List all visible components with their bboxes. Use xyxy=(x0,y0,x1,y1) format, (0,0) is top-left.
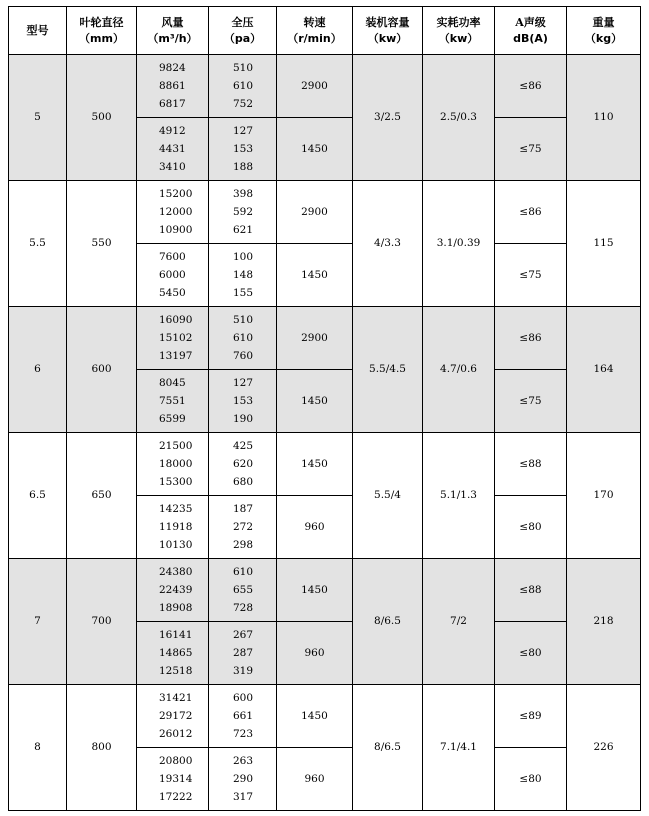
pressure-cell xyxy=(209,496,277,559)
flow-cell-value: 29172 xyxy=(159,710,193,722)
pressure-cell xyxy=(209,55,277,118)
flow-cell-value: 7600 xyxy=(159,251,186,263)
table-row xyxy=(9,55,641,118)
header-capacity-unit: （kw） xyxy=(367,31,408,45)
pressure-cell-value: 190 xyxy=(233,413,254,425)
pressure-cell-value: 127 xyxy=(233,377,254,389)
header-noise xyxy=(495,7,567,55)
diameter-cell: 500 xyxy=(67,55,137,181)
power-cell: 5.1/1.3 xyxy=(423,433,495,559)
flow-cell-value: 4431 xyxy=(159,143,186,155)
flow-cell-value: 16090 xyxy=(159,314,193,326)
speed-cell: 2900 xyxy=(277,181,353,244)
header-diameter-label: 叶轮直径 xyxy=(79,15,124,29)
pressure-cell-value: 610 xyxy=(233,80,254,92)
header-noise-label: A声级 xyxy=(515,15,546,29)
pressure-cell-value: 620 xyxy=(233,458,254,470)
pressure-cell-value: 592 xyxy=(233,206,254,218)
header-capacity xyxy=(353,7,423,55)
capacity-cell: 5.5/4 xyxy=(353,433,423,559)
flow-cell-value: 6000 xyxy=(159,269,186,281)
weight-cell: 164 xyxy=(567,307,641,433)
pressure-cell-value: 155 xyxy=(233,287,254,299)
flow-cell-value: 14865 xyxy=(159,647,193,659)
model-cell: 8 xyxy=(9,685,67,811)
header-speed-label: 转速 xyxy=(303,15,326,29)
flow-cell xyxy=(137,370,209,433)
noise-cell: ≤80 xyxy=(495,496,567,559)
diameter-cell: 600 xyxy=(67,307,137,433)
pressure-cell-value: 680 xyxy=(233,476,254,488)
flow-cell-value: 4912 xyxy=(159,125,186,137)
speed-cell: 960 xyxy=(277,748,353,811)
model-cell: 5 xyxy=(9,55,67,181)
header-speed xyxy=(277,7,353,55)
flow-cell-value: 10130 xyxy=(159,539,193,551)
flow-cell-value: 31421 xyxy=(159,692,193,704)
flow-cell-value: 10900 xyxy=(159,224,193,236)
model-cell: 7 xyxy=(9,559,67,685)
weight-cell: 170 xyxy=(567,433,641,559)
header-power-label: 实耗功率 xyxy=(436,15,481,29)
flow-cell-value: 13197 xyxy=(159,350,193,362)
header-row xyxy=(9,7,641,55)
table-row xyxy=(9,307,641,370)
flow-cell-value: 9824 xyxy=(159,62,186,74)
diameter-cell: 650 xyxy=(67,433,137,559)
pressure-cell xyxy=(209,307,277,370)
flow-cell-value: 15300 xyxy=(159,476,193,488)
header-diameter-unit: （mm） xyxy=(79,31,124,45)
flow-cell xyxy=(137,433,209,496)
flow-cell xyxy=(137,748,209,811)
noise-cell: ≤88 xyxy=(495,433,567,496)
noise-cell: ≤86 xyxy=(495,307,567,370)
pressure-cell xyxy=(209,685,277,748)
noise-cell: ≤86 xyxy=(495,55,567,118)
flow-cell-value: 8861 xyxy=(159,80,186,92)
pressure-cell-value: 272 xyxy=(233,521,254,533)
noise-cell: ≤89 xyxy=(495,685,567,748)
pressure-cell-value: 510 xyxy=(233,62,254,74)
noise-cell: ≤88 xyxy=(495,559,567,622)
pressure-cell-value: 728 xyxy=(233,602,254,614)
flow-cell-value: 15200 xyxy=(159,188,193,200)
header-power xyxy=(423,7,495,55)
header-model-label: 型号 xyxy=(26,23,49,37)
pressure-cell-value: 398 xyxy=(233,188,254,200)
header-pressure-label: 全压 xyxy=(231,15,254,29)
pressure-cell-value: 263 xyxy=(233,755,254,767)
flow-cell xyxy=(137,685,209,748)
flow-cell-value: 3410 xyxy=(159,161,186,173)
speed-cell: 1450 xyxy=(277,244,353,307)
flow-cell-value: 18908 xyxy=(159,602,193,614)
flow-cell-value: 17222 xyxy=(159,791,193,803)
noise-cell: ≤80 xyxy=(495,748,567,811)
pressure-cell-value: 127 xyxy=(233,125,254,137)
speed-cell: 960 xyxy=(277,622,353,685)
pressure-cell xyxy=(209,748,277,811)
flow-cell-value: 7551 xyxy=(159,395,186,407)
flow-cell-value: 15102 xyxy=(159,332,193,344)
flow-cell-value: 18000 xyxy=(159,458,193,470)
pressure-cell-value: 752 xyxy=(233,98,254,110)
capacity-cell: 8/6.5 xyxy=(353,559,423,685)
flow-cell-value: 8045 xyxy=(159,377,186,389)
pressure-cell-value: 188 xyxy=(233,161,254,173)
flow-cell-value: 20800 xyxy=(159,755,193,767)
pressure-cell-value: 290 xyxy=(233,773,254,785)
speed-cell: 2900 xyxy=(277,307,353,370)
table-row xyxy=(9,433,641,496)
diameter-cell: 800 xyxy=(67,685,137,811)
flow-cell xyxy=(137,559,209,622)
model-cell: 5.5 xyxy=(9,181,67,307)
pressure-cell-value: 153 xyxy=(233,395,254,407)
flow-cell-value: 6817 xyxy=(159,98,186,110)
header-speed-unit: （r/min） xyxy=(287,31,342,45)
pressure-cell xyxy=(209,118,277,181)
pressure-cell-value: 661 xyxy=(233,710,254,722)
flow-cell xyxy=(137,244,209,307)
pressure-cell-value: 187 xyxy=(233,503,254,515)
flow-cell-value: 12518 xyxy=(159,665,193,677)
pressure-cell-value: 655 xyxy=(233,584,254,596)
noise-cell: ≤86 xyxy=(495,181,567,244)
pressure-cell-value: 100 xyxy=(233,251,254,263)
table-body xyxy=(9,55,641,811)
pressure-cell xyxy=(209,433,277,496)
flow-cell-value: 21500 xyxy=(159,440,193,452)
header-weight xyxy=(567,7,641,55)
weight-cell: 110 xyxy=(567,55,641,181)
noise-cell: ≤80 xyxy=(495,622,567,685)
table-row xyxy=(9,181,641,244)
pressure-cell-value: 287 xyxy=(233,647,254,659)
header-weight-unit: （kg） xyxy=(584,31,623,45)
pressure-cell-value: 723 xyxy=(233,728,254,740)
pressure-cell-value: 298 xyxy=(233,539,254,551)
header-diameter xyxy=(67,7,137,55)
flow-cell xyxy=(137,622,209,685)
table-row xyxy=(9,559,641,622)
flow-cell xyxy=(137,496,209,559)
header-weight-label: 重量 xyxy=(592,15,615,29)
power-cell: 2.5/0.3 xyxy=(423,55,495,181)
flow-cell-value: 19314 xyxy=(159,773,193,785)
weight-cell: 218 xyxy=(567,559,641,685)
header-flow-label: 风量 xyxy=(161,15,184,29)
speed-cell: 1450 xyxy=(277,433,353,496)
flow-cell-value: 11918 xyxy=(159,521,193,533)
power-cell: 7/2 xyxy=(423,559,495,685)
flow-cell-value: 24380 xyxy=(159,566,193,578)
header-capacity-label: 装机容量 xyxy=(365,15,410,29)
power-cell: 7.1/4.1 xyxy=(423,685,495,811)
fan-spec-table xyxy=(8,6,641,811)
weight-cell: 226 xyxy=(567,685,641,811)
pressure-cell-value: 600 xyxy=(233,692,254,704)
pressure-cell-value: 267 xyxy=(233,629,254,641)
flow-cell-value: 14235 xyxy=(159,503,193,515)
pressure-cell-value: 760 xyxy=(233,350,254,362)
flow-cell-value: 12000 xyxy=(159,206,193,218)
pressure-cell-value: 148 xyxy=(233,269,254,281)
weight-cell: 115 xyxy=(567,181,641,307)
model-cell: 6 xyxy=(9,307,67,433)
power-cell: 3.1/0.39 xyxy=(423,181,495,307)
speed-cell: 1450 xyxy=(277,370,353,433)
flow-cell-value: 22439 xyxy=(159,584,193,596)
pressure-cell xyxy=(209,244,277,307)
capacity-cell: 8/6.5 xyxy=(353,685,423,811)
header-power-unit: （kw） xyxy=(438,31,479,45)
header-flow xyxy=(137,7,209,55)
flow-cell-value: 26012 xyxy=(159,728,193,740)
power-cell: 4.7/0.6 xyxy=(423,307,495,433)
noise-cell: ≤75 xyxy=(495,118,567,181)
capacity-cell: 5.5/4.5 xyxy=(353,307,423,433)
flow-cell-value: 6599 xyxy=(159,413,186,425)
pressure-cell-value: 621 xyxy=(233,224,254,236)
flow-cell xyxy=(137,307,209,370)
model-cell: 6.5 xyxy=(9,433,67,559)
pressure-cell xyxy=(209,559,277,622)
diameter-cell: 700 xyxy=(67,559,137,685)
noise-cell: ≤75 xyxy=(495,244,567,307)
speed-cell: 1450 xyxy=(277,118,353,181)
noise-cell: ≤75 xyxy=(495,370,567,433)
pressure-cell-value: 153 xyxy=(233,143,254,155)
pressure-cell xyxy=(209,181,277,244)
header-pressure-unit: （pa） xyxy=(223,31,262,45)
pressure-cell xyxy=(209,370,277,433)
pressure-cell-value: 510 xyxy=(233,314,254,326)
pressure-cell-value: 425 xyxy=(233,440,254,452)
pressure-cell xyxy=(209,622,277,685)
flow-cell-value: 16141 xyxy=(159,629,193,641)
header-model xyxy=(9,7,67,55)
pressure-cell-value: 610 xyxy=(233,566,254,578)
table-row xyxy=(9,685,641,748)
speed-cell: 960 xyxy=(277,496,353,559)
flow-cell xyxy=(137,55,209,118)
speed-cell: 1450 xyxy=(277,685,353,748)
capacity-cell: 4/3.3 xyxy=(353,181,423,307)
header-pressure xyxy=(209,7,277,55)
flow-cell-value: 5450 xyxy=(159,287,186,299)
pressure-cell-value: 319 xyxy=(233,665,254,677)
header-flow-unit: （m³/h） xyxy=(147,31,198,45)
speed-cell: 1450 xyxy=(277,559,353,622)
flow-cell xyxy=(137,118,209,181)
header-noise-unit: dB(A) xyxy=(513,31,548,45)
flow-cell xyxy=(137,181,209,244)
speed-cell: 2900 xyxy=(277,55,353,118)
capacity-cell: 3/2.5 xyxy=(353,55,423,181)
diameter-cell: 550 xyxy=(67,181,137,307)
pressure-cell-value: 610 xyxy=(233,332,254,344)
pressure-cell-value: 317 xyxy=(233,791,254,803)
